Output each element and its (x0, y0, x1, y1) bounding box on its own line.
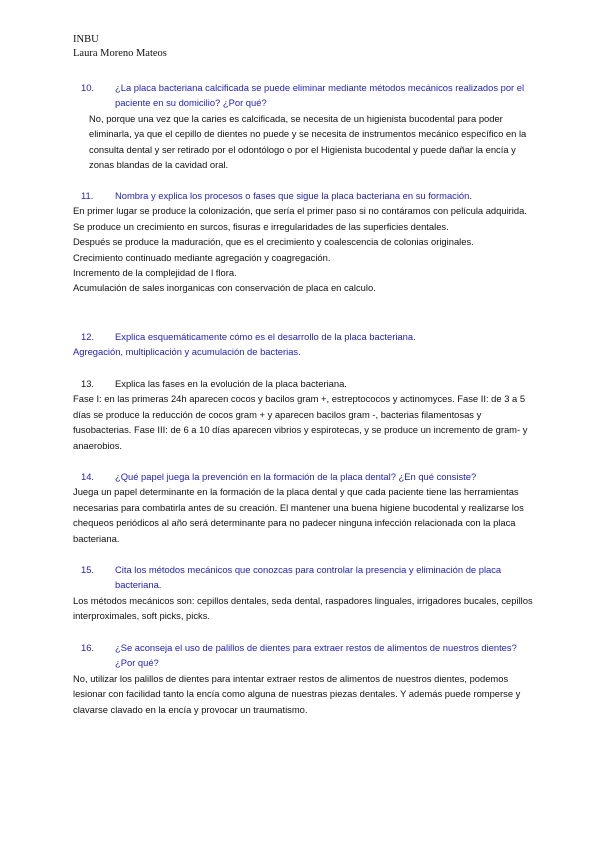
answer-paragraph: No, porque una vez que la caries es calcificada, se necesita de un higienista bucodental para poder eliminarla, ya que el cepillo de dientes no puede y se necesita de instrumentos mecánico específico en la consulta dental y ser retirado por el odontólogo o por el Higienista bucodental y puede dañar la encía y zonas blandas de la cavidad oral. (89, 112, 527, 171)
answer-paragraph: Fase I: en las primeras 24h aparecen cocos y bacilos gram +, estreptococos y actinomyces. Fase II: de 3 a 5 días se produce la reducción de cocos gram + y aparecen bacilos gram -, bacterias filamentosas y fusobacterias. Fase III: de 6 a 10 días aparecen vibrios y espirotecas, y se produce un incremento de gram- y anaerobios. (73, 393, 528, 451)
answer-paragraph: Incremento de la complejidad de l flora. (73, 267, 237, 279)
answer-13 (73, 391, 533, 453)
document-header (73, 33, 167, 61)
answer-paragraph: En primer lugar se produce la colonización, que sería el primer paso si no contáramos con película adquirida. Se produce un crecimiento en surcos, fisuras e irregularidades de las superficies dentales. (73, 205, 527, 232)
answer-11 (73, 203, 533, 295)
question-text: Cita los métodos mecánicos que conozcas para controlar la presencia y eliminación de placa bacteriana. (115, 564, 502, 591)
answer-14 (73, 484, 533, 546)
question-number: 10. (81, 82, 95, 93)
answer-10 (73, 111, 533, 173)
question-block-10 (73, 80, 533, 172)
question-number: 15. (81, 564, 95, 575)
answer-15 (73, 593, 533, 624)
question-12 (73, 329, 533, 344)
author-name: Laura Moreno Mateos (73, 48, 167, 59)
question-13 (73, 376, 533, 391)
answer-paragraph: Los métodos mecánicos son: cepillos dentales, seda dental, raspadores linguales, irrigadores bucales, cepillos interproximales, soft picks, picks. (73, 594, 533, 622)
question-10 (73, 80, 533, 111)
question-text: ¿Qué papel juega la prevención en la formación de la placa dental? ¿En qué consiste? (115, 471, 477, 482)
institution-name: INBU (73, 34, 99, 45)
question-15 (73, 562, 533, 593)
answer-paragraph: No, utilizar los palillos de dientes para intentar extraer restos de alimentos de nuestros dientes, podemos lesionar con facilidad tanto la encía como alguna de nuestras piezas dentales. Y además puede romperse y clavarse clavado en la encía y provocar un traumatismo. (73, 672, 521, 715)
question-block-13 (73, 376, 533, 453)
question-14 (73, 469, 533, 484)
question-11 (73, 188, 533, 203)
answer-paragraph: Después se produce la maduración, que es el crecimiento y coalescencia de colonias originales. (73, 236, 474, 248)
question-number: 11. (81, 190, 94, 201)
answer-paragraph: Juega un papel determinante en la formación de la placa dental y que cada paciente tiene las herramientas necesarias para combatirla antes de su creación. El mantener una buena higiene bucodental y realizarse los chequeos periódicos al año será determinante para no padecer ninguna infección relacionada con la placa bacteriana. (73, 486, 524, 544)
question-block-12 (73, 329, 533, 360)
question-16 (73, 640, 533, 671)
question-block-15 (73, 562, 533, 624)
question-block-11 (73, 188, 533, 296)
question-number: 14. (81, 471, 95, 482)
answer-paragraph: Agregación, multiplicación y acumulación de bacterias. (73, 346, 301, 358)
question-text: ¿La placa bacteriana calcificada se puede eliminar mediante métodos mecánicos realizados por el paciente en su domicilio? ¿Por qué? (115, 82, 525, 109)
question-number: 12. (81, 331, 95, 342)
question-number: 13. (81, 378, 95, 389)
question-text: Explica las fases en la evolución de la placa bacteriana. (115, 378, 347, 389)
question-text: Explica esquemáticamente cómo es el desarrollo de la placa bacteriana. (115, 331, 416, 342)
answer-paragraph: Crecimiento continuado mediante agregación y coagregación. (73, 251, 331, 263)
answer-paragraph: Acumulación de sales inorganicas con conservación de placa en calculo. (73, 282, 376, 294)
question-number: 16. (81, 642, 95, 653)
answer-16 (73, 671, 533, 717)
question-block-16 (73, 640, 533, 717)
question-block-14 (73, 469, 533, 546)
question-text: ¿Se aconseja el uso de palillos de dientes para extraer restos de alimentos de nuestros dientes? ¿Por qué? (115, 642, 517, 669)
answer-12 (73, 344, 533, 359)
question-text: Nombra y explica los procesos o fases que sigue la placa bacteriana en su formación. (115, 190, 472, 201)
